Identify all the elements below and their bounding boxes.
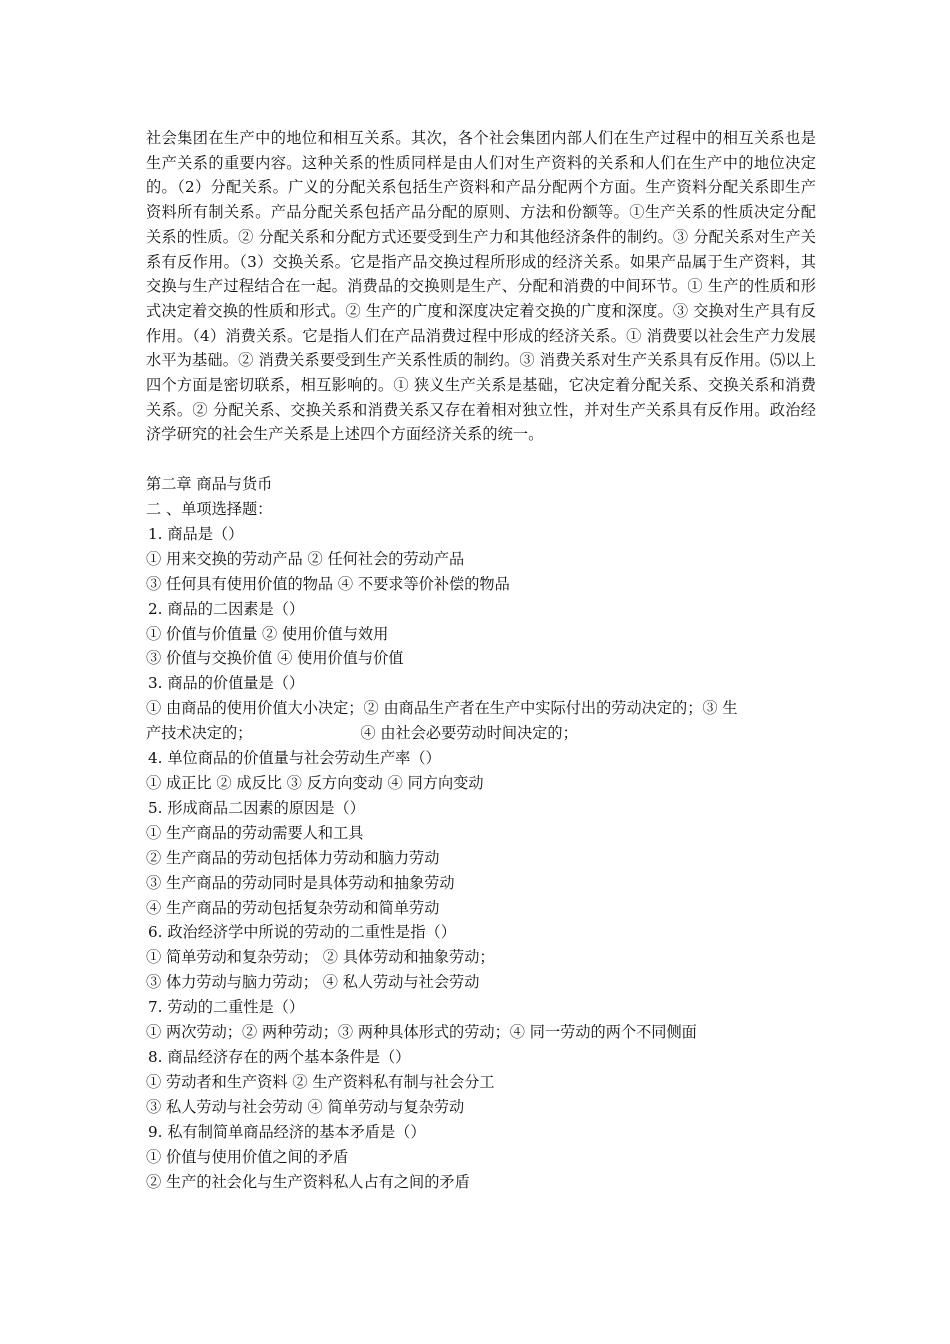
question-stem: 1. 商品是（） (148, 524, 244, 543)
question-option: ① 价值与使用价值之间的矛盾 (146, 1147, 349, 1166)
question-options: ① 价值与价值量 ② 使用价值与效用 (146, 624, 389, 643)
question-options: ③ 价值与交换价值 ④ 使用价值与价值 (146, 649, 404, 668)
question-stem: 9. 私有制简单商品经济的基本矛盾是（） (148, 1122, 426, 1141)
question-option: ③ 生产商品的劳动同时是具体劳动和抽象劳动 (146, 873, 455, 892)
question-options-continued (146, 721, 816, 746)
question-stem: 2. 商品的二因素是（） (148, 599, 305, 618)
question-stem: 8. 商品经济存在的两个基本条件是（） (148, 1047, 411, 1066)
section-title: 二 、单项选择题： (146, 500, 273, 519)
question-options: ① 劳动者和生产资料 ② 生产资料私有制与社会分工 (146, 1072, 495, 1091)
question-option: ① 生产商品的劳动需要人和工具 (146, 823, 364, 842)
intro-paragraph: 社会集团在生产中的地位和相互关系。其次，各个社会集团内部人们在生产过程中的相互关系也是生产关系的重要内容。这种关系的性质同样是由人们对生产资料的关系和人们在生产中的地位决定的。（2）分配关系。广义的分配关系包括生产资料和产品分配两个方面。生产资料分配关系即生产资料所有制关系。产品分配关系包括产品分配的原则、方法和份额等。①生产关系的性质决定分配关系的性质。② 分配关系和分配方式还要受到生产力和其他经济条件的制约。③ 分配关系对生产关系有反作用。（3）交换关系。它是指产品交换过程所形成的经济关系。如果产品属于生产资料，其交换与生产过程结合在一起。消费品的交换则是生产、分配和消费的中间环节。① 生产的性质和形式决定着交换的性质和形式。② 生产的广度和深度决定着交换的广度和深度。③ 交换对生产具有反作用。（4）消费关系。它是指人们在产品消费过程中形成的经济关系。① 消费要以社会生产力发展水平为基础。② 消费关系要受到生产关系性质的制约。③ 消费关系对生产关系具有反作用。⑸以上四个方面是密切联系，相互影响的。① 狭义生产关系是基础，它决定着分配关系、交换关系和消费关系。② 分配关系、交换关系和消费关系又存在着相对独立性，并对生产关系具有反作用。政治经济学研究的社会生产关系是上述四个方面经济关系的统一。 (146, 129, 816, 444)
question-options: ① 简单劳动和复杂劳动； ② 具体劳动和抽象劳动； (146, 948, 495, 967)
question-options: ③ 私人劳动与社会劳动 ④ 简单劳动与复杂劳动 (146, 1097, 465, 1116)
question-option: ④ 生产商品的劳动包括复杂劳动和简单劳动 (146, 898, 440, 917)
question-option: ② 生产商品的劳动包括体力劳动和脑力劳动 (146, 848, 440, 867)
question-option-part: 产技术决定的； (146, 724, 253, 743)
question-options: ③ 体力劳动与脑力劳动； ④ 私人劳动与社会劳动 (146, 973, 480, 992)
question-stem: 7. 劳动的二重性是（） (148, 998, 305, 1017)
question-stem: 4. 单位商品的价值量与社会劳动生产率（） (148, 749, 441, 768)
chapter-title: 第二章 商品与货币 (146, 475, 273, 494)
question-stem: 6. 政治经济学中所说的劳动的二重性是指（） (148, 923, 456, 942)
question-stem: 3. 商品的价值量是（） (148, 674, 305, 693)
question-options: ① 用来交换的劳动产品 ② 任何社会的劳动产品 (146, 549, 465, 568)
question-options: ① 成正比 ② 成反比 ③ 反方向变动 ④ 同方向变动 (146, 774, 484, 793)
question-option: ② 生产的社会化与生产资料私人占有之间的矛盾 (146, 1172, 470, 1191)
question-options: ① 由商品的使用价值大小决定；② 由商品生产者在生产中实际付出的劳动决定的；③ 生 (146, 699, 738, 718)
paragraph-gap (146, 447, 816, 472)
question-options: ③ 任何具有使用价值的物品 ④ 不要求等价补偿的物品 (146, 574, 510, 593)
question-stem: 5. 形成商品二因素的原因是（） (148, 798, 365, 817)
document-page (146, 126, 816, 1194)
question-option-part: ④ 由社会必要劳动时间决定的； (360, 724, 578, 743)
question-options: ① 两次劳动；② 两种劳动；③ 两种具体形式的劳动；④ 同一劳动的两个不同侧面 (146, 1023, 697, 1042)
